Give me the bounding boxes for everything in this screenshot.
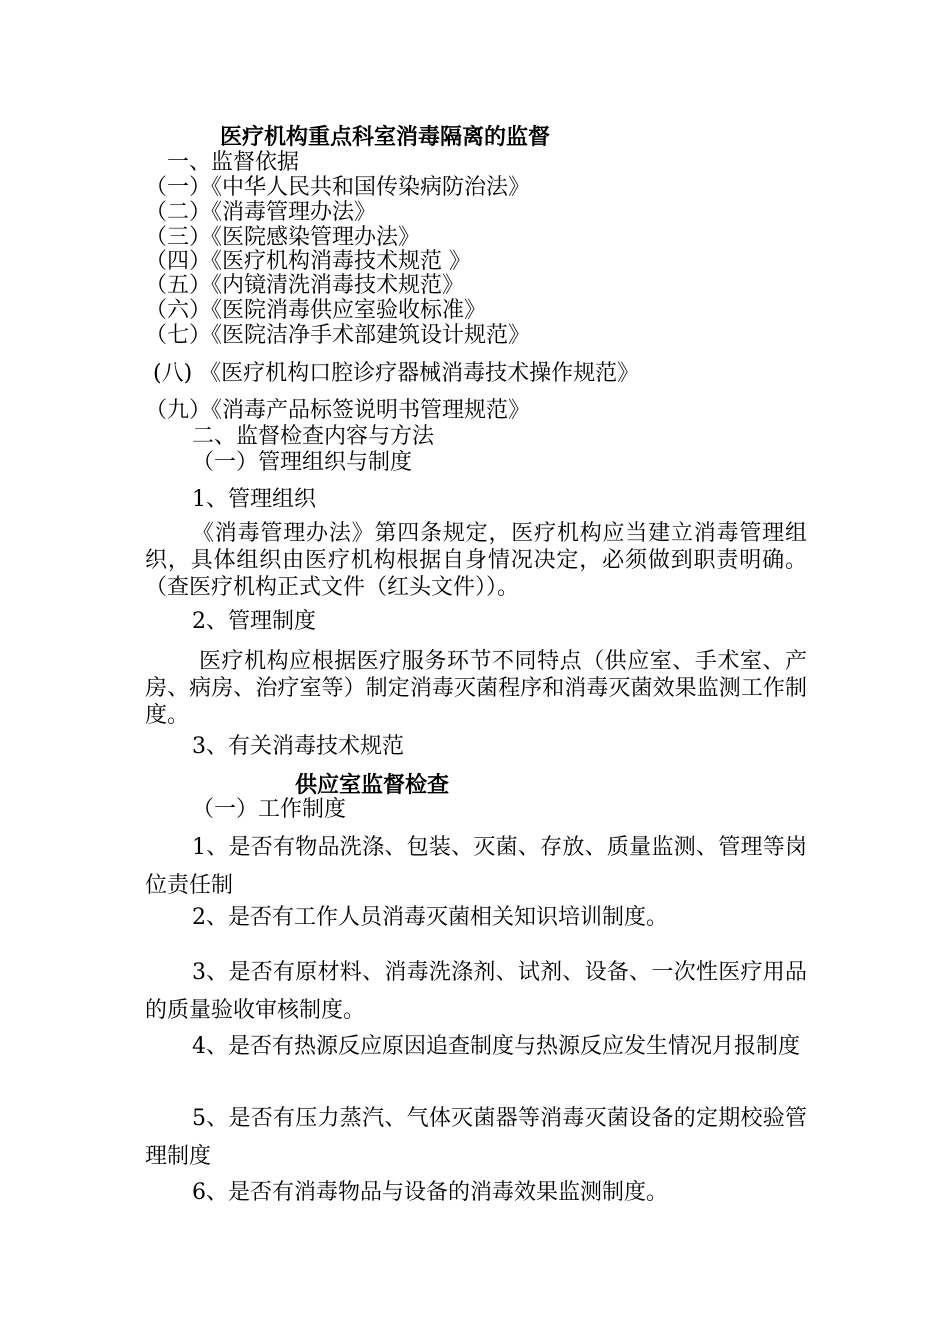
document-title: 医疗机构重点科室消毒隔离的监督 (220, 124, 551, 150)
basis-item: （二）《消毒管理办法》 (145, 200, 377, 225)
subsection-heading: （一）管理组织与制度 (192, 450, 413, 475)
checklist-item: 6、是否有消毒物品与设备的消毒效果监测制度。 (192, 1180, 668, 1205)
basis-item: （四）《医疗机构消毒技术规范 》 (145, 249, 471, 274)
basis-item: （九）《消毒产品标签说明书管理规范》 (145, 398, 531, 423)
subsection-heading: （一）工作制度 (192, 797, 347, 822)
paragraph-heading: 1、管理组织 (192, 487, 316, 512)
paragraph-body: 《消毒管理办法》第四条规定，医疗机构应当建立消毒管理组织，具体组织由医疗机构根据自身情况决定，必须做到职责明确。（查医疗机构正式文件（红头文件））。 (145, 521, 807, 600)
checklist-item: 3、是否有原材料、消毒洗涤剂、试剂、设备、一次性医疗用品的质量验收审核制度。 (145, 960, 807, 1023)
section-heading-content: 二、监督检查内容与方法 (192, 424, 435, 449)
basis-item: （六）《医院消毒供应室验收标准》 (145, 298, 487, 323)
basis-item: （五）《内镜清洗消毒技术规范》 (145, 273, 465, 298)
checklist-item: 2、是否有工作人员消毒灭菌相关知识培训制度。 (192, 905, 668, 930)
paragraph-body: 医疗机构应根据医疗服务环节不同特点（供应室、手术室、产房、病房、治疗室等）制定消毒灭菌程序和消毒灭菌效果监测工作制度。 (145, 649, 807, 728)
checklist-item: 1、是否有物品洗涤、包装、灭菌、存放、质量监测、管理等岗位责任制 (145, 835, 807, 898)
section-heading-basis: 一、监督依据 (167, 150, 300, 175)
supply-title: 供应室监督检查 (295, 772, 450, 798)
checklist-item: 5、是否有压力蒸汽、气体灭菌器等消毒灭菌设备的定期校验管理制度 (145, 1106, 807, 1169)
basis-item: （三）《医院感染管理办法》 (145, 225, 421, 250)
paragraph-heading: 3、有关消毒技术规范 (192, 734, 404, 759)
basis-item: （七）《医院洁净手术部建筑设计规范》 (145, 323, 531, 348)
basis-item: (八) 《医疗机构口腔诊疗器械消毒技术操作规范》 (153, 361, 640, 386)
basis-item: （一）《中华人民共和国传染病防治法》 (145, 175, 531, 200)
checklist-item: 4、是否有热源反应原因追查制度与热源反应发生情况月报制度 (192, 1034, 800, 1059)
paragraph-heading: 2、管理制度 (192, 609, 316, 634)
